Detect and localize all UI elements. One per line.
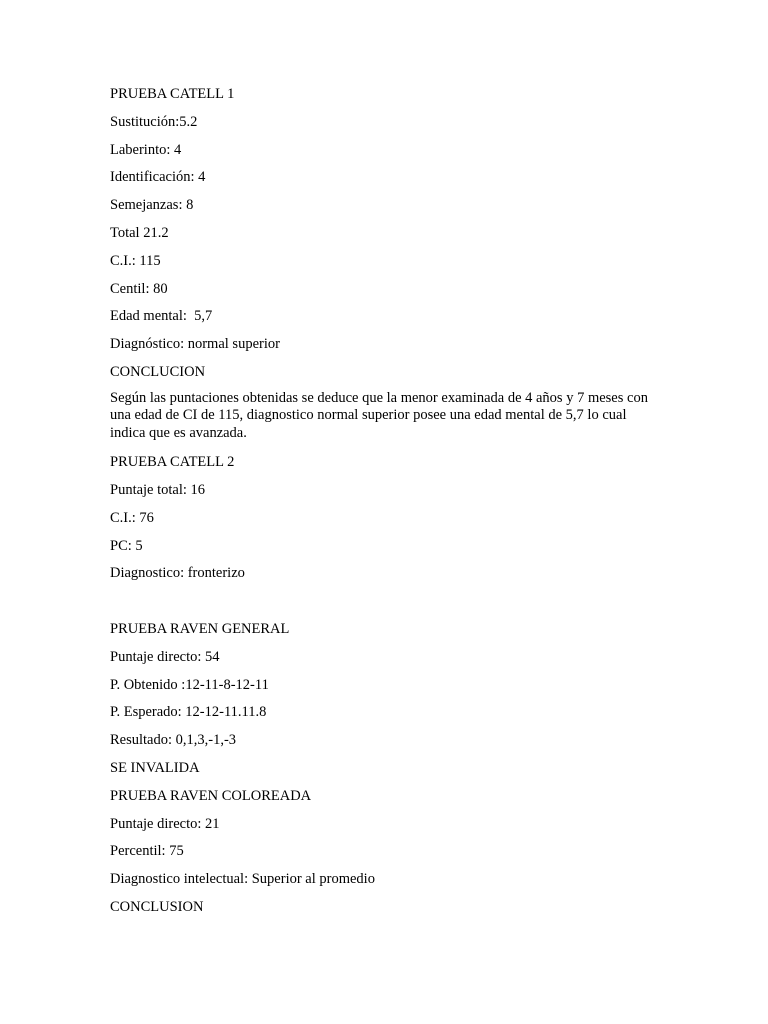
catell1-laberinto: Laberinto: 4 <box>110 141 182 158</box>
blank-line <box>110 591 670 619</box>
raven-general-p-esperado: P. Esperado: 12-12-11.11.8 <box>110 704 267 721</box>
raven-general-verdict: SE INVALIDA <box>110 760 200 777</box>
catell1-heading: PRUEBA CATELL 1 <box>110 86 235 102</box>
catell1-ci: C.I.: 115 <box>110 252 161 269</box>
raven-general-p-obtenido: P. Obtenido :12-11-8-12-11 <box>110 676 269 693</box>
raven-coloreada-percentil: Percentil: 75 <box>110 843 184 860</box>
catell2-diagnostico: Diagnostico: fronterizo <box>110 565 245 582</box>
catell1-diagnostico: Diagnóstico: normal superior <box>110 336 280 353</box>
raven-general-resultado: Resultado: 0,1,3,-1,-3 <box>110 732 237 749</box>
catell2-puntaje-total: Puntaje total: 16 <box>110 482 206 499</box>
catell2-ci: C.I.: 76 <box>110 509 154 526</box>
catell1-centil: Centil: 80 <box>110 280 168 297</box>
catell1-identificacion: Identificación: 4 <box>110 169 206 186</box>
catell1-total: Total 21.2 <box>110 224 169 241</box>
document-page <box>110 84 670 925</box>
conclusion1-text: Según las puntaciones obtenidas se deduce que la menor examinada de 4 años y 7 meses con una edad de CI de 115, diagnostico normal superior posee una edad mental de 5,7 lo cual indica que es avanzada. <box>110 389 648 441</box>
catell2-pc: PC: 5 <box>110 537 143 554</box>
catell1-sustitucion: Sustitución:5.2 <box>110 113 198 130</box>
conclusion1-heading: CONCLUCION <box>110 363 206 380</box>
catell1-edad-mental: Edad mental: 5,7 <box>110 308 213 325</box>
raven-coloreada-heading: PRUEBA RAVEN COLOREADA <box>110 787 312 804</box>
catell1-semejanzas: Semejanzas: 8 <box>110 197 194 214</box>
conclusion2-heading: CONCLUSION <box>110 899 204 916</box>
raven-general-heading: PRUEBA RAVEN GENERAL <box>110 621 290 638</box>
raven-coloreada-puntaje-directo: Puntaje directo: 21 <box>110 815 220 832</box>
catell2-heading: PRUEBA CATELL 2 <box>110 454 235 471</box>
raven-coloreada-diagnostico: Diagnostico intelectual: Superior al promedio <box>110 871 375 888</box>
raven-general-puntaje-directo: Puntaje directo: 54 <box>110 648 220 665</box>
